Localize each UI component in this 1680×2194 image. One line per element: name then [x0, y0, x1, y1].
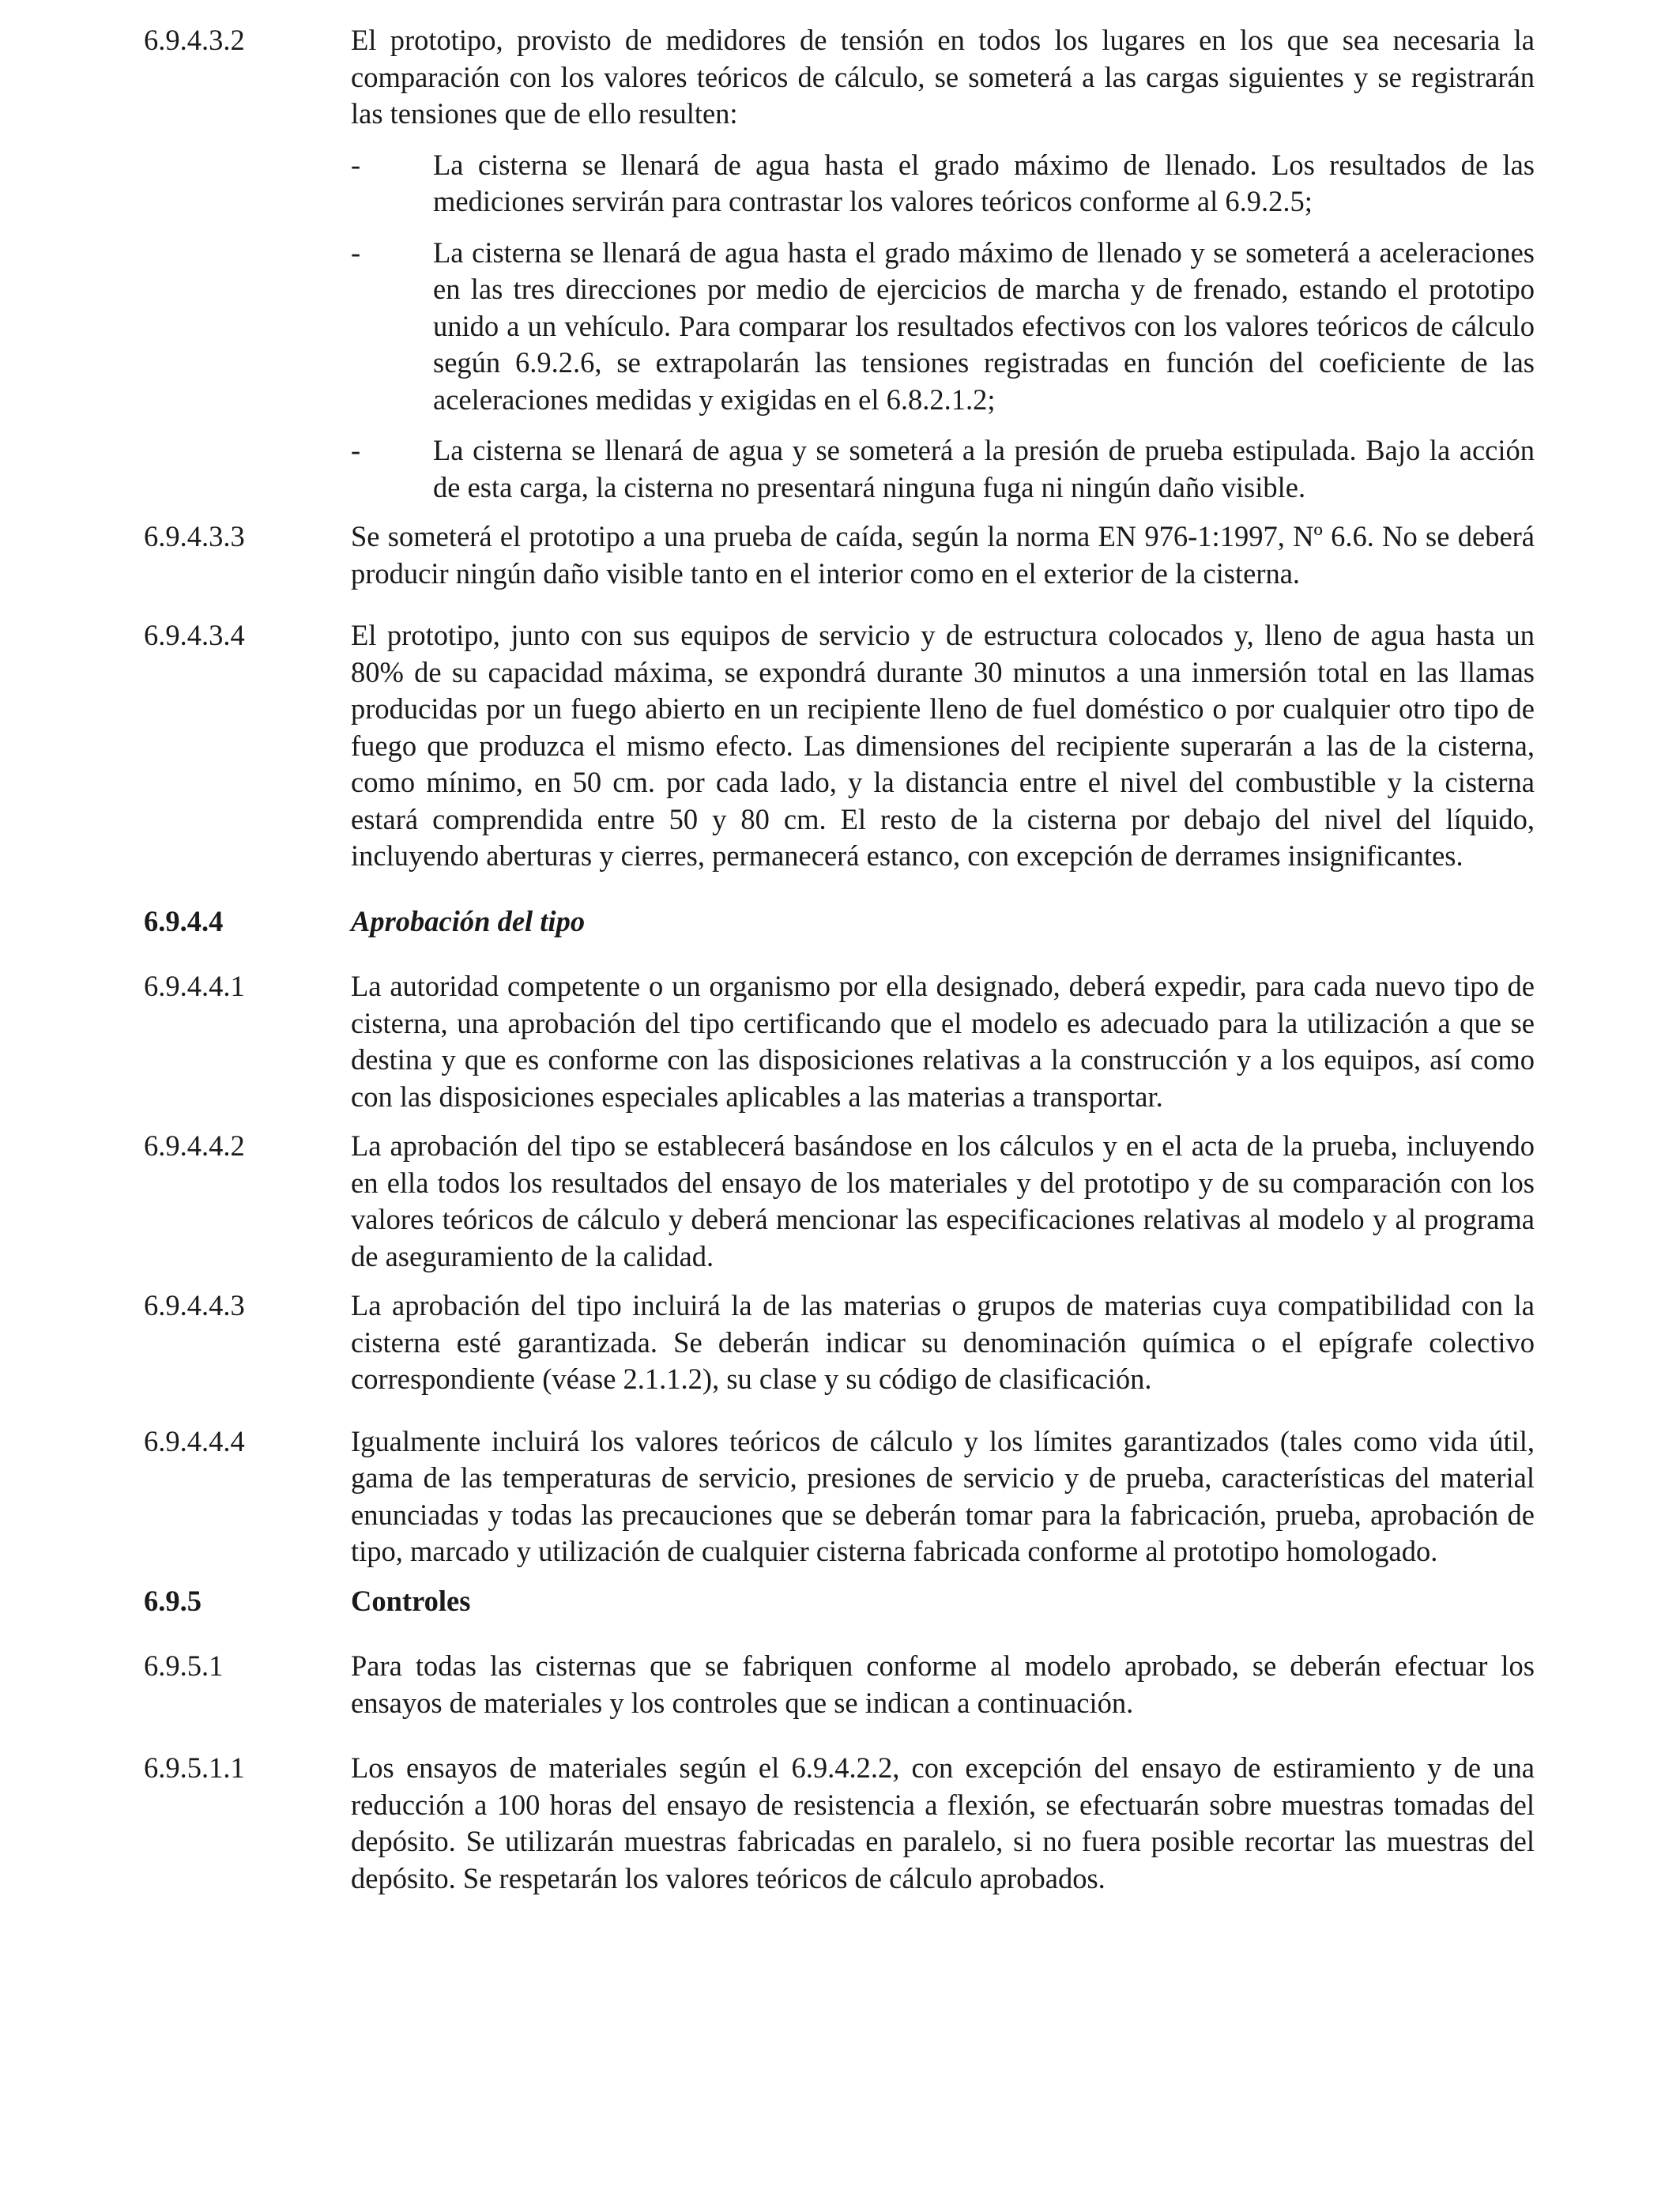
section-number: 6.9.4.4.4 — [144, 1424, 245, 1457]
section-body — [351, 1423, 1535, 1570]
bullet-dash: - — [351, 434, 361, 466]
list-item-text: La cisterna se llenará de agua hasta el grado máximo de llenado. Los resultados de las mediciones servirán para contrastar los valores teóricos conforme al 6.9.2.5; — [433, 148, 1535, 217]
section-number: 6.9.5.1.1 — [144, 1751, 245, 1784]
bullet-list — [351, 147, 1535, 507]
section-heading: Aprobación del tipo — [351, 904, 586, 937]
list-item-text: La cisterna se llenará de agua hasta el grado máximo de llenado y se someterá a aceleraciones en las tres direcciones por medio de ejercicios de marcha y de frenado, estando el prototipo unido a un vehículo. Para comparar los resultados efectivos con los valores teóricos de cálculo según 6.9.2.6, se extrapolarán las tensiones registradas en función del coeficiente de las aceleraciones medidas y exigidas en el 6.8.2.1.2; — [433, 236, 1535, 416]
section-text: El prototipo, junto con sus equipos de servicio y de estructura colocados y, lleno de agua hasta un 80% de su capacidad máxima, se expondrá durante 30 minutos a una inmersión total en las llamas producidas por un fuego abierto en un recipiente lleno de fuel doméstico o por cualquier otro tipo de fuego que produzca el mismo efecto. Las dimensiones del recipiente superarán a las de la cisterna, como mínimo, en 50 cm. por cada lado, y la distancia entre el nivel del combustible y la cisterna estará comprendida entre 50 y 80 cm. El resto de la cisterna por debajo del nivel del líquido, incluyendo aberturas y cierres, permanecerá estanco, con excepción de derrames insignificantes. — [351, 619, 1535, 872]
section-text: Los ensayos de materiales según el 6.9.4.2.2, con excepción del ensayo de estiramiento y de una reducción a 100 horas del ensayo de resistencia a flexión, se efectuarán sobre muestras tomadas del depósito. Se utilizarán muestras fabricadas en paralelo, si no fuera posible recortar las muestras del depósito. Se respetarán los valores teóricos de cálculo aprobados. — [351, 1751, 1535, 1894]
section-text: La autoridad competente o un organismo por ella designado, deberá expedir, para cada nuevo tipo de cisterna, una aprobación del tipo certificando que el modelo es adecuado para la utilización a que se destina y que es conforme con las disposiciones relativas a la construcción y a los equipos, así como con las disposiciones especiales aplicables a las materias a transportar. — [351, 970, 1535, 1113]
section-number: 6.9.4.4.3 — [144, 1289, 245, 1321]
section-number: 6.9.5 — [144, 1584, 202, 1617]
section-body — [351, 22, 1535, 506]
section-number: 6.9.4.3.4 — [144, 619, 245, 651]
section-body — [351, 617, 1535, 875]
section-body — [351, 1128, 1535, 1275]
section-number: 6.9.4.4 — [144, 904, 224, 937]
list-item — [351, 235, 1535, 419]
section-text: La aprobación del tipo se establecerá basándose en los cálculos y en el acta de la prueba, incluyendo en ella todos los resultados del ensayo de los materiales y del prototipo y de su comparación con los valores teóricos de cálculo y deberá mencionar las especificaciones relativas al modelo y al programa de aseguramiento de la calidad. — [351, 1129, 1535, 1272]
bullet-dash: - — [351, 236, 361, 269]
section-6-9-5-1-1 — [144, 1750, 1535, 1897]
section-6-9-4-4-3 — [144, 1287, 1535, 1398]
section-body — [351, 518, 1535, 592]
section-6-9-4-4-1 — [144, 968, 1535, 1115]
section-number: 6.9.4.4.1 — [144, 970, 245, 1002]
section-text: Se someterá el prototipo a una prueba de caída, según la norma EN 976-1:1997, Nº 6.6. No se deberá producir ningún daño visible tanto en el interior como en el exterior de la cisterna. — [351, 520, 1535, 590]
section-number: 6.9.5.1 — [144, 1649, 224, 1682]
section-6-9-4-3-4 — [144, 617, 1535, 875]
section-number: 6.9.4.3.3 — [144, 520, 245, 552]
section-body — [351, 1287, 1535, 1398]
section-body — [351, 1750, 1535, 1897]
section-heading: Controles — [351, 1584, 471, 1617]
section-text: El prototipo, provisto de medidores de tensión en todos los lugares en los que sea necesaria la comparación con los valores teóricos de cálculo, se someterá a las cargas siguientes y se registrarán las tensiones que de ello resulten: — [351, 24, 1535, 130]
section-6-9-4-4-2 — [144, 1128, 1535, 1275]
document-page — [144, 22, 1535, 1897]
section-6-9-4-3-3 — [144, 518, 1535, 592]
section-text: Igualmente incluirá los valores teóricos de cálculo y los límites garantizados (tales como vida útil, gama de las temperaturas de servicio, presiones de servicio y de prueba, características del material enunciadas y todas las precauciones que se deberán tomar para la fabricación, prueba, aprobación de tipo, marcado y utilización de cualquier cisterna fabricada conforme al prototipo homologado. — [351, 1424, 1535, 1567]
list-item — [351, 147, 1535, 221]
section-text: La aprobación del tipo incluirá la de las materias o grupos de materias cuya compatibilidad con la cisterna esté garantizada. Se deberán indicar su denominación química o el epígrafe colectivo correspondiente (véase 2.1.1.2), su clase y su código de clasificación. — [351, 1289, 1535, 1395]
section-body — [351, 1648, 1535, 1721]
bullet-dash: - — [351, 148, 361, 181]
section-text: Para todas las cisternas que se fabriquen conforme al modelo aprobado, se deberán efectuar los ensayos de materiales y los controles que se indican a continuación. — [351, 1649, 1535, 1719]
list-item — [351, 432, 1535, 506]
section-6-9-4-4-heading — [144, 903, 1535, 941]
section-number: 6.9.4.4.2 — [144, 1129, 245, 1162]
section-6-9-4-3-2 — [144, 22, 1535, 506]
section-6-9-5-heading — [144, 1583, 1535, 1620]
section-number: 6.9.4.3.2 — [144, 24, 245, 56]
section-body — [351, 968, 1535, 1115]
section-6-9-5-1 — [144, 1648, 1535, 1721]
section-6-9-4-4-4 — [144, 1423, 1535, 1570]
list-item-text: La cisterna se llenará de agua y se someterá a la presión de prueba estipulada. Bajo la acción de esta carga, la cisterna no presentará ninguna fuga ni ningún daño visible. — [433, 434, 1535, 503]
